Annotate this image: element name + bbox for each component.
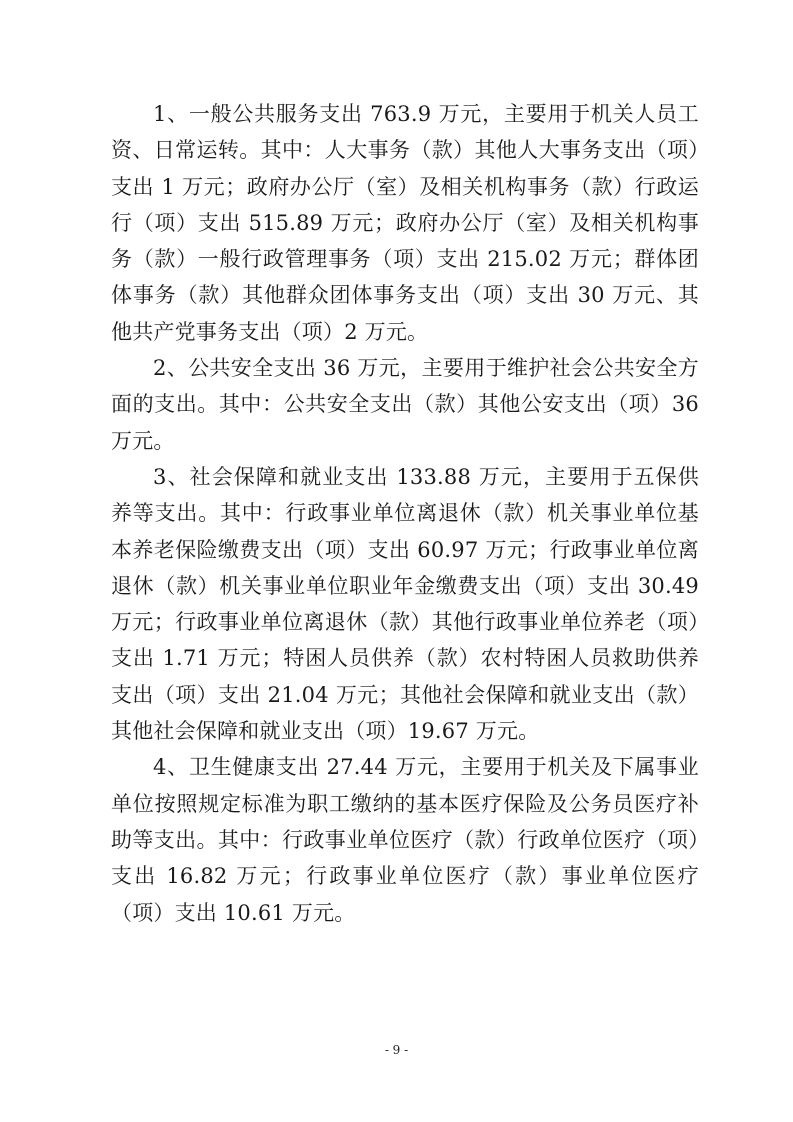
page-number: - 9 - bbox=[384, 1043, 409, 1057]
paragraph-general-public-services: 1、一般公共服务支出 763.9 万元，主要用于机关人员工资、日常运转。其中：人大事务（款）其他人大事务支出（项）支出 1 万元；政府办公厅（室）及相关机构事务（款）行政运行（项）支出 515.89 万元；政府办公厅（室）及相关机构事务（款）一般行政管理事务（项）支出 215.02 万元；群体团体事务（款）其他群众团体事务支出（项）支出 30 万元、其他共产党事务支出（项）2 万元。 bbox=[111, 102, 699, 344]
document-body bbox=[111, 96, 699, 931]
paragraph-social-security: 3、社会保障和就业支出 133.88 万元，主要用于五保供养等支出。其中：行政事业单位离退休（款）机关事业单位基本养老保险缴费支出（项）支出 60.97 万元；行政事业单位离退休（款）机关事业单位职业年金缴费支出（项）支出 30.49 万元；行政事业单位离退休（款）其他行政事业单位养老（项）支出 1.71 万元；特困人员供养（款）农村特困人员救助供养支出（项）支出 21.04 万元；其他社会保障和就业支出（款）其他社会保障和就业支出（项）19.67 万元。 bbox=[111, 464, 699, 744]
paragraph-health: 4、卫生健康支出 27.44 万元，主要用于机关及下属事业单位按照规定标准为职工缴纳的基本医疗保险及公务员医疗补助等支出。其中：行政事业单位医疗（款）行政单位医疗（项）支出 16.82 万元；行政事业单位医疗（款）事业单位医疗（项）支出 10.61 万元。 bbox=[111, 755, 699, 925]
paragraph-public-safety: 2、公共安全支出 36 万元，主要用于维护社会公共安全方面的支出。其中：公共安全支出（款）其他公安支出（项）36 万元。 bbox=[111, 356, 699, 453]
